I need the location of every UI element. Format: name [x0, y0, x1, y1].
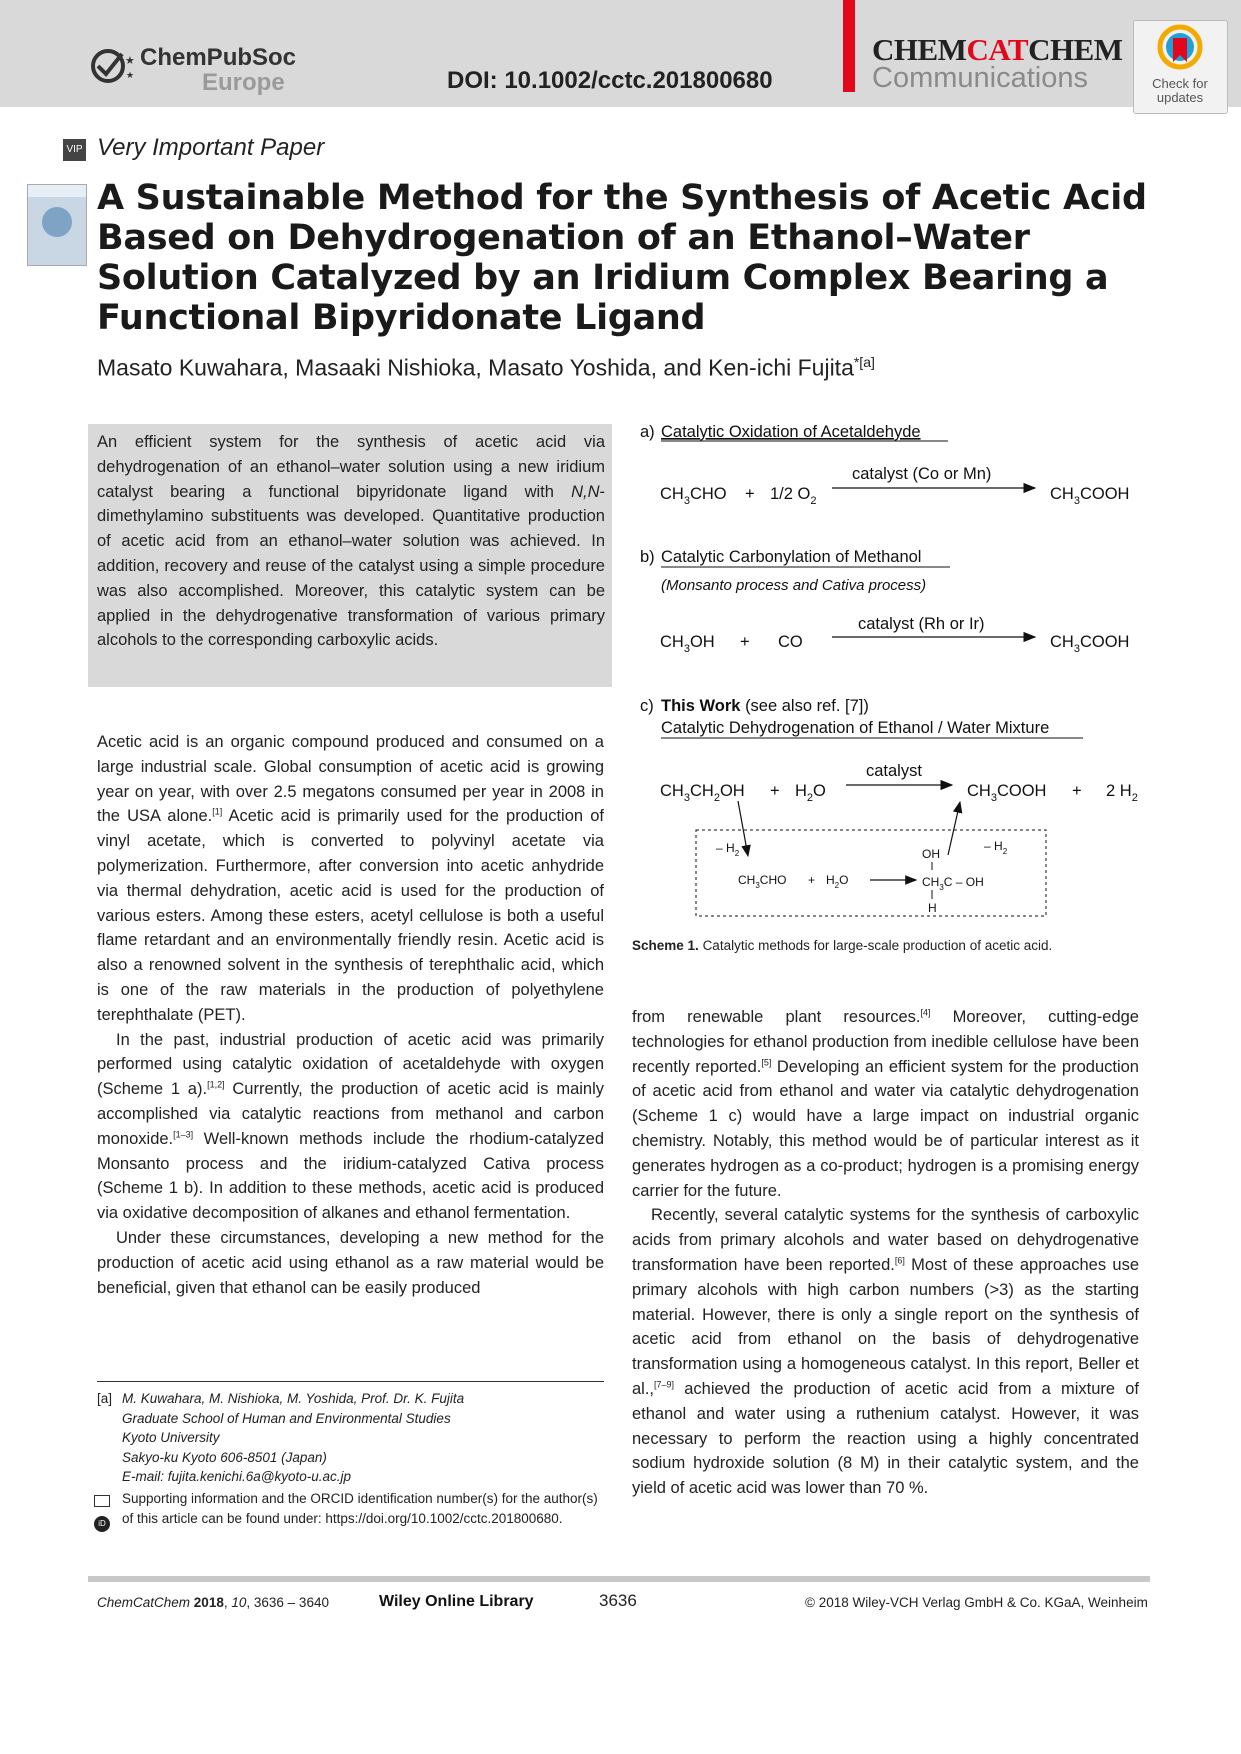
scheme-c-plus1: + — [770, 782, 780, 800]
journal-accent-bar — [843, 0, 855, 92]
check-updates-icon — [1157, 24, 1203, 72]
citation-link[interactable]: [7–9] — [654, 1379, 675, 1390]
doi[interactable]: DOI: 10.1002/cctc.201800680 — [447, 67, 773, 94]
scheme-b-title: Catalytic Carbonylation of Methanol — [661, 548, 922, 566]
paragraph: Under these circumstances, developing a new method for the production of acetic acid using ethanol as a raw material would be beneficial, given that ethanol can be easily produced — [97, 1228, 604, 1297]
logo-subtext: Europe — [202, 69, 285, 96]
scheme-b-label: b) — [640, 548, 655, 566]
footnote-divider — [97, 1381, 604, 1382]
copyright: © 2018 Wiley-VCH Verlag GmbH & Co. KGaA, Weinheim — [805, 1595, 1148, 1610]
scheme-c-ethanol: $CH_3CH_2OH$ — [660, 782, 745, 804]
scheme-c-acetaldehyde: $CH_3CHO$ — [738, 873, 787, 890]
citation-link[interactable]: [6] — [894, 1255, 905, 1266]
orcid-icon: iD — [94, 1516, 110, 1532]
scheme-c-plus2: + — [1072, 782, 1082, 800]
body-column-left — [97, 730, 604, 1300]
citation-link[interactable]: [1–3] — [173, 1129, 194, 1140]
scheme-c-minus-h2-left: – $H_2$ — [716, 841, 740, 858]
author-email[interactable]: E-mail: fujita.kenichi.6a@kyoto-u.ac.jp — [122, 1469, 352, 1484]
page-number: 3636 — [599, 1591, 637, 1610]
scheme-c-catalyst: catalyst — [866, 762, 922, 780]
scheme-b-product: $CH_3COOH$ — [1050, 633, 1130, 655]
citation-link[interactable]: [5] — [761, 1057, 772, 1068]
abstract-text: An efficient system for the synthesis of acetic acid via dehydrogenation of an ethanol–water solution using a new iridium catalyst bearing a functional bipyridonate ligand with N,N-dimethylamino substituents was developed. Quantitative production of acetic acid from an ethanol–water solution was achieved. In addition, recovery and reuse of the catalyst using a simple procedure was also accomplished. Moreover, this catalytic system can be applied in the dehydrogenative transformation of various primary alcohols to the corresponding carboxylic acids. — [97, 433, 605, 650]
scheme-b-catalyst: catalyst (Rh or Ir) — [858, 615, 985, 633]
scheme-c-h-bottom: H — [928, 901, 937, 915]
check-updates-label: Check for updates — [1152, 76, 1208, 105]
scheme-a-title: Catalytic Oxidation of Acetaldehyde — [661, 423, 921, 441]
scheme-b-plus: + — [740, 633, 750, 651]
scheme-c-label: c) — [640, 697, 654, 715]
supporting-info-note[interactable]: Supporting information and the ORCID identification number(s) for the author(s) of this article can be found under: https://doi.org/10.1002/cctc.201800680. — [122, 1491, 598, 1526]
scheme-a-plus: + — [745, 485, 755, 503]
body-column-right — [632, 1005, 1139, 1501]
footnote-label: [a] — [97, 1391, 113, 1406]
scheme-c-plus3: + — [808, 873, 816, 887]
wiley-online-library-link[interactable]: Wiley Online Library — [379, 1593, 534, 1610]
supporting-info-icon — [94, 1495, 110, 1507]
scheme-caption: Scheme 1. Catalytic methods for large-scale production of acetic acid. — [632, 938, 1053, 953]
logo-text: ChemPubSoc — [140, 44, 297, 71]
vip-label: Very Important Paper — [97, 134, 325, 161]
article-title: A Sustainable Method for the Synthesis of Acetic Acid Based on Dehydrogenation of an Ethanol–Water Solution Catalyzed by an Iridium Complex Bearing a Functional Bipyridonate Ligand — [97, 178, 1147, 338]
scheme-c-title: Catalytic Dehydrogenation of Ethanol / Water Mixture — [661, 719, 1050, 737]
scheme-c-minus-h2-right: – $H_2$ — [984, 839, 1008, 856]
scheme-a-catalyst: catalyst (Co or Mn) — [852, 465, 992, 483]
scheme-c-product: $CH_3COOH$ — [967, 782, 1047, 804]
author-list: Masato Kuwahara, Masaaki Nishioka, Masato Yoshida, and Ken-ichi Fujita$^{*[a]}$ — [97, 354, 875, 381]
journal-name-part3: CHEM — [1028, 32, 1123, 67]
paragraph: Recently, several catalytic systems for the synthesis of carboxylic acids from primary alcohols and water based on dehydrogenative transformation have been reported.[6] Most of these approaches use primary alcohols with high carbon numbers (>3) as the starting material. However, there is only a single report on the synthesis of acetic acid from ethanol on the basis of dehydrogenative transformation using a homogeneous catalyst. In this report, Beller et al.,[7–9] achieved the production of acetic acid from a mixture of ethanol and water using a ruthenium catalyst. However, it was necessary to perform the reaction using a highly concentrated sodium hydroxide solution (8 M) in their catalytic system, and the yield of acetic acid was lower than 70 %. — [632, 1206, 1139, 1498]
chempubsoc-logo-icon — [88, 44, 138, 88]
author-affiliation-mark: *[a] — [853, 354, 875, 370]
journal-cover-thumbnail — [27, 184, 87, 266]
paragraph: Acetic acid is an organic compound produced and consumed on a large industrial scale. Global consumption of acetic acid is growing year on year, with over 2.5 megatons consumed per year in 2008 in the USA alone.[1] Acetic acid is primarily used for the production of vinyl acetate, which is converted to polyvinyl acetate via polymerization. Furthermore, after conversion into acetic anhydride via thermal dehydration, acetic acid is used for the production of various esters. Among these esters, acetyl cellulose is both a useful flame retardant and an environmentally friendly resin. Acetic acid is also a renowned solvent in the synthesis of terephthalic acid, which is one of the raw materials in the production of polyethylene terephthalate (PET). — [97, 733, 604, 1024]
scheme-b-co: CO — [778, 633, 803, 651]
scheme-c-heading: This Work (see also ref. [7]) — [661, 697, 869, 715]
svg-text:★: ★ — [125, 54, 135, 67]
scheme-c-hydrogen: 2 $H_2$ — [1106, 782, 1138, 804]
footer-citation: ChemCatChem 2018, 10, 3636 – 3640 — [97, 1595, 329, 1610]
paragraph: In the past, industrial production of acetic acid was primarily performed using catalytic oxidation of acetaldehyde with oxygen (Scheme 1 a).[1,2] Currently, the production of acetic acid is mainly accomplished via catalytic reactions from methanol and carbon monoxide.[1–3] Well-known methods include the rhodium-catalyzed Monsanto process and the iridium-catalyzed Cativa process (Scheme 1 b). In addition to these methods, acetic acid is produced via oxidative decomposition of alkanes and ethanol fermentation. — [97, 1030, 605, 1223]
svg-text:★: ★ — [126, 71, 135, 81]
paragraph: from renewable plant resources.[4] Moreover, cutting-edge technologies for ethanol production from inedible cellulose have been recently reported.[5] Developing an efficient system for the production of acetic acid from ethanol and water via catalytic dehydrogenation (Scheme 1 c) would have a large impact on industrial organic chemistry. Notably, this method would be of particular interest as it generates hydrogen as a co-product; hydrogen is a promising energy carrier for the future. — [632, 1007, 1139, 1200]
journal-name-part2: CAT — [966, 32, 1029, 67]
citation-link[interactable]: [1] — [212, 806, 223, 817]
scheme-c-oh-top: OH — [922, 847, 940, 861]
journal-name-part1: CHEM — [872, 32, 967, 67]
scheme-b-reactant: $CH_3OH$ — [660, 633, 715, 655]
citation-link[interactable]: [4] — [920, 1007, 931, 1018]
scheme-a-product: $CH_3COOH$ — [1050, 485, 1130, 507]
scheme-b-subtitle: (Monsanto process and Cativa process) — [661, 577, 927, 594]
scheme-a-reactant: $CH_3CHO$ — [660, 485, 727, 507]
scheme-1-figure — [630, 418, 1150, 923]
affiliation-lines: M. Kuwahara, M. Nishioka, M. Yoshida, Prof. Dr. K. Fujita Graduate School of Human and Environmental Studies Kyoto University Sakyo-ku Kyoto 606-8501 (Japan) E-mail: fujita.kenichi.6a@kyoto-u.ac.jp — [122, 1389, 602, 1487]
scheme-c-diol: $CH_3C$ – OH — [922, 875, 984, 892]
scheme-a-label: a) — [640, 423, 655, 441]
footer-divider — [88, 1576, 1150, 1582]
scheme-c-water2: $H_2O$ — [826, 873, 849, 890]
vip-icon: VIP — [63, 139, 86, 161]
scheme-c-water: $H_2O$ — [795, 782, 826, 804]
scheme-a-oxygen: 1/2 $O_2$ — [770, 485, 817, 507]
article-section: Communications — [872, 62, 1088, 94]
citation-link[interactable]: [1,2] — [207, 1079, 225, 1090]
